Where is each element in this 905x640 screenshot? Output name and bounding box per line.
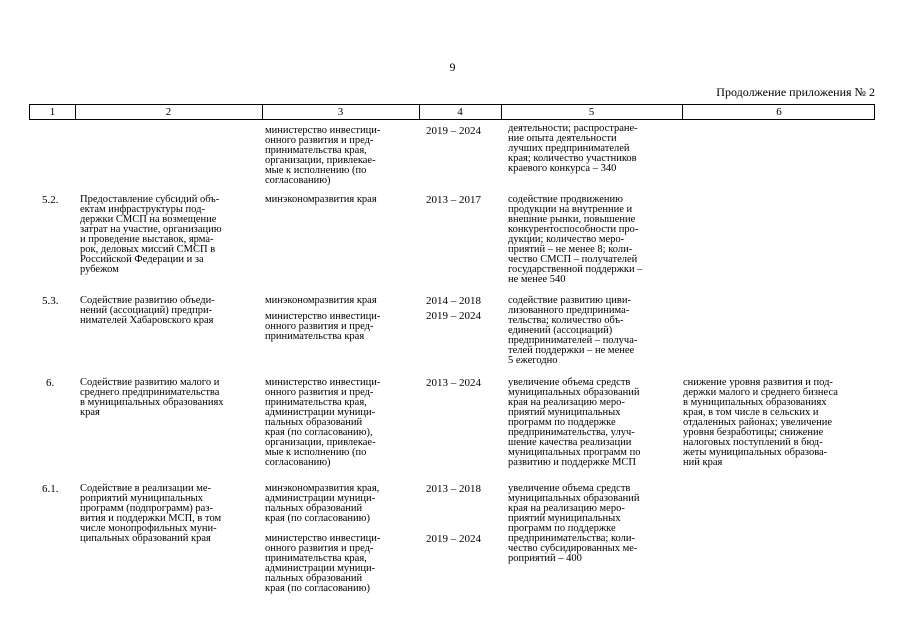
activity-title-cell: Предоставление субсидий объ- ектам инфраструктуры под- держки СМСП на возмещение затрат на участие, организацию и проведение выставок, ярма- рок, деловых миссий СМСП в Российской Федерации и за рубежом bbox=[80, 194, 222, 275]
period-cell: 2019 – 2024 bbox=[426, 125, 481, 137]
row-number: 5.2. bbox=[42, 194, 59, 206]
executor-cell: министерство инвестици- онного развития и пред- принимательства края bbox=[265, 311, 381, 342]
column-header-4: 4 bbox=[457, 106, 463, 118]
row-number: 5.3. bbox=[42, 295, 59, 307]
row-number: 6.1. bbox=[42, 483, 59, 495]
activity-title-cell: Содействие в реализации ме- роприятий муниципальных программ (подпрограмм) раз- вития и поддержки МСП, в том числе монопрофильных муни- ципальных образований края bbox=[80, 483, 222, 544]
activity-title-cell: Содействие развитию малого и среднего предпринимательства в муниципальных образованиях края bbox=[80, 377, 224, 418]
executor-cell: минэкономразвития края, администрации муници- пальных образований края (по согласованию) bbox=[265, 483, 380, 524]
row-number: 6. bbox=[46, 377, 55, 389]
result-cell: деятельности; распростране- ние опыта деятельности лучших предпринимателей края; количество участников краевого конкурса – 340 bbox=[508, 123, 638, 174]
effect-cell: снижение уровня развития и под- держки малого и среднего бизнеса в муниципальных образованиях края, в том числе в сельских и отдаленных районах; увеличение уровня безработицы; снижение налоговых поступлений в бюд- жеты муниципальных образова- ний края bbox=[683, 377, 838, 468]
period-cell: 2013 – 2024 bbox=[426, 377, 481, 389]
executor-cell: министерство инвестици- онного развития и пред- принимательства края, организации, привлекае- мые к исполнению (по согласованию) bbox=[265, 125, 381, 186]
column-header-3: 3 bbox=[337, 106, 344, 118]
executor-cell: министерство инвестици- онного развития и пред- принимательства края, администрации муници- пальных образований края (по согласованию), организации, привлекае- мые к исполнению (по согласованию) bbox=[265, 377, 381, 468]
continuation-label: Продолжение приложения № 2 bbox=[716, 85, 875, 99]
result-cell: содействие развитию циви- лизованного предпринима- тельства; количество объ- единений (ассоциаций) предпринимателей – получа- телей поддержки – не менее 5 ежегодно bbox=[508, 295, 638, 366]
result-cell: увеличение объема средств муниципальных образований края на реализацию меро- приятий муниципальных программ по поддержке предпринимательства; коли- чество субсидированных ме- роприятий – 400 bbox=[508, 483, 640, 564]
result-cell: содействие продвижению продукции на внутренние и внешние рынки, повышение конкурентоспособности про- дукции; количество меро- приятий – не менее 8; коли- чество СМСП – получателей государственной поддержки – не менее 540 bbox=[508, 194, 643, 285]
column-header-1: 1 bbox=[49, 106, 56, 118]
executor-cell: минэкономразвития края bbox=[265, 295, 377, 306]
page-number: 9 bbox=[449, 60, 456, 74]
period-cell: 2013 – 2018 bbox=[426, 483, 481, 495]
column-header-2: 2 bbox=[165, 106, 172, 118]
period-cell: 2014 – 2018 bbox=[426, 295, 481, 307]
table-header bbox=[29, 104, 875, 120]
period-cell: 2019 – 2024 bbox=[426, 310, 481, 322]
result-cell: увеличение объема средств муниципальных образований края на реализацию меро- приятий муниципальных программ по поддержке предпринимательства, улуч- шение качества реализации муниципальных программ по развитию и поддержке МСП bbox=[508, 377, 641, 468]
executor-cell: минэкономразвития края bbox=[265, 194, 377, 205]
executor-cell: министерство инвестици- онного развития и пред- принимательства края, администрации муници- пальных образований края (по согласованию) bbox=[265, 533, 381, 594]
activity-title-cell: Содействие развитию объеди- нений (ассоциаций) предпри- нимателей Хабаровского края bbox=[80, 295, 215, 326]
period-cell: 2019 – 2024 bbox=[426, 533, 481, 545]
column-header-6: 6 bbox=[776, 106, 782, 118]
column-header-5: 5 bbox=[588, 106, 595, 118]
period-cell: 2013 – 2017 bbox=[426, 194, 481, 206]
